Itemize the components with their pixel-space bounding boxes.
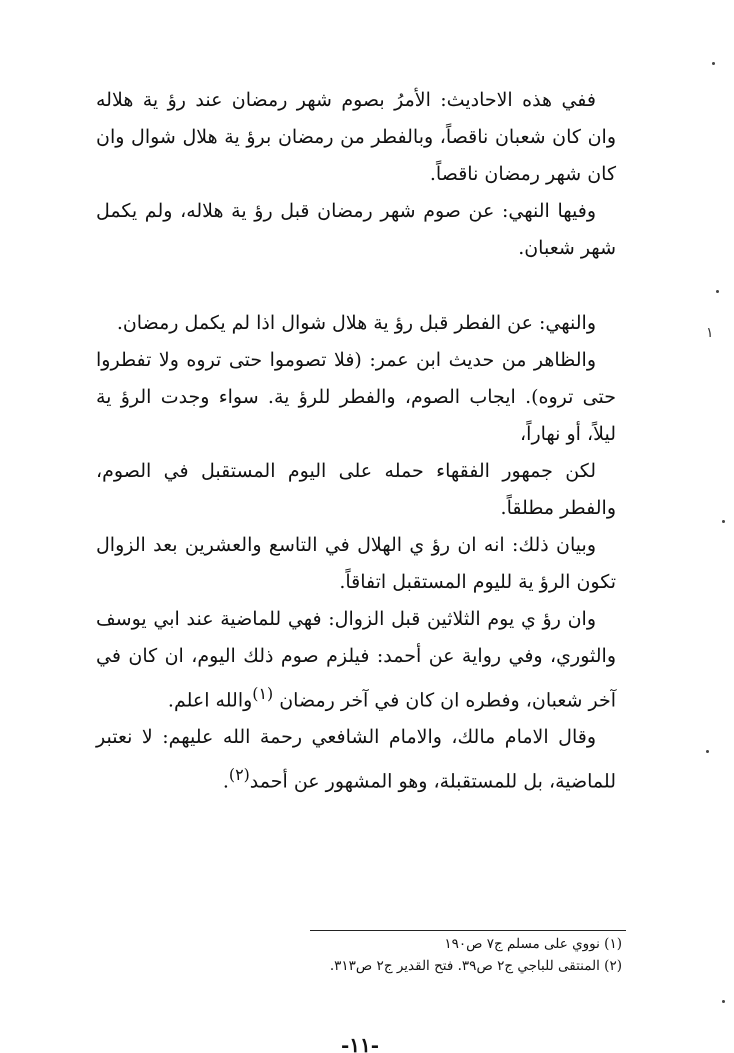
footnote-divider bbox=[310, 930, 626, 931]
paragraph-7-end: والله اعلم. bbox=[167, 689, 253, 712]
scan-speck bbox=[722, 1000, 725, 1003]
footnote-2: (٢) المنتقى للباجي ج٢ ص٣٩. فتح القدير ج٢ ص٣١٣. bbox=[329, 958, 622, 974]
margin-mark: ١ bbox=[706, 325, 714, 341]
main-text bbox=[96, 82, 616, 801]
footnotes bbox=[260, 933, 622, 977]
footnote-ref-2: (٢) bbox=[228, 765, 250, 785]
scan-speck bbox=[712, 62, 715, 65]
paragraph-8-end: . bbox=[222, 770, 229, 793]
paragraph-5: لكن جمهور الفقهاء حمله على اليوم المستقبل في الصوم، والفطر مطلقاً. bbox=[96, 460, 616, 519]
paragraph-1: ففي هذه الاحاديث: الأمرُ بصوم شهر رمضان عند رؤ ية هلاله وان كان شعبان ناقصاً، وبالفطر من رمضان برؤ ية هلال شوال وان كان شهر رمضان ناقصاً. bbox=[96, 89, 616, 185]
scan-speck bbox=[722, 520, 725, 523]
paragraph-8 bbox=[96, 719, 616, 800]
scan-speck bbox=[716, 290, 719, 293]
paragraph-2: وفيها النهي: عن صوم شهر رمضان قبل رؤ ية هلاله، ولم يكمل شهر شعبان. bbox=[96, 200, 616, 259]
paragraph-8-text: وقال الامام مالك، والامام الشافعي رحمة الله عليهم: لا نعتبر للماضية، بل للمستقبلة، وهو المشهور عن أحمد bbox=[96, 726, 616, 793]
footnote-ref-1: (١) bbox=[252, 684, 274, 703]
paragraph-4: والظاهر من حديث ابن عمر: (فلا تصوموا حتى تروه ولا تفطروا حتى تروه). ايجاب الصوم، والفطر للرؤ ية. سواء وجدت الرؤ ية ليلاً، أو نهاراً، bbox=[96, 349, 616, 445]
paragraph-6: وبيان ذلك: انه ان رؤ ي الهلال في التاسع والعشرين بعد الزوال تكون الرؤ ية لليوم المستقبل اتفاقاً. bbox=[96, 534, 616, 593]
page-number: -١١- bbox=[340, 1033, 380, 1053]
footnote-1: (١) نووي على مسلم ج٧ ص١٩٠ bbox=[444, 936, 622, 952]
paragraph-3: والنهي: عن الفطر قبل رؤ ية هلال شوال اذا لم يكمل رمضان. bbox=[116, 312, 596, 334]
scan-speck bbox=[706, 750, 709, 753]
paragraph-7 bbox=[96, 601, 616, 719]
paragraph-7-text: وان رؤ ي يوم الثلاثين قبل الزوال: فهي للماضية عند ابي يوسف والثوري، وفي رواية عن أحمد: فيلزم صوم ذلك اليوم، ان كان في آخر شعبان، وفطره ان كان في آخر رمضان bbox=[96, 608, 616, 712]
